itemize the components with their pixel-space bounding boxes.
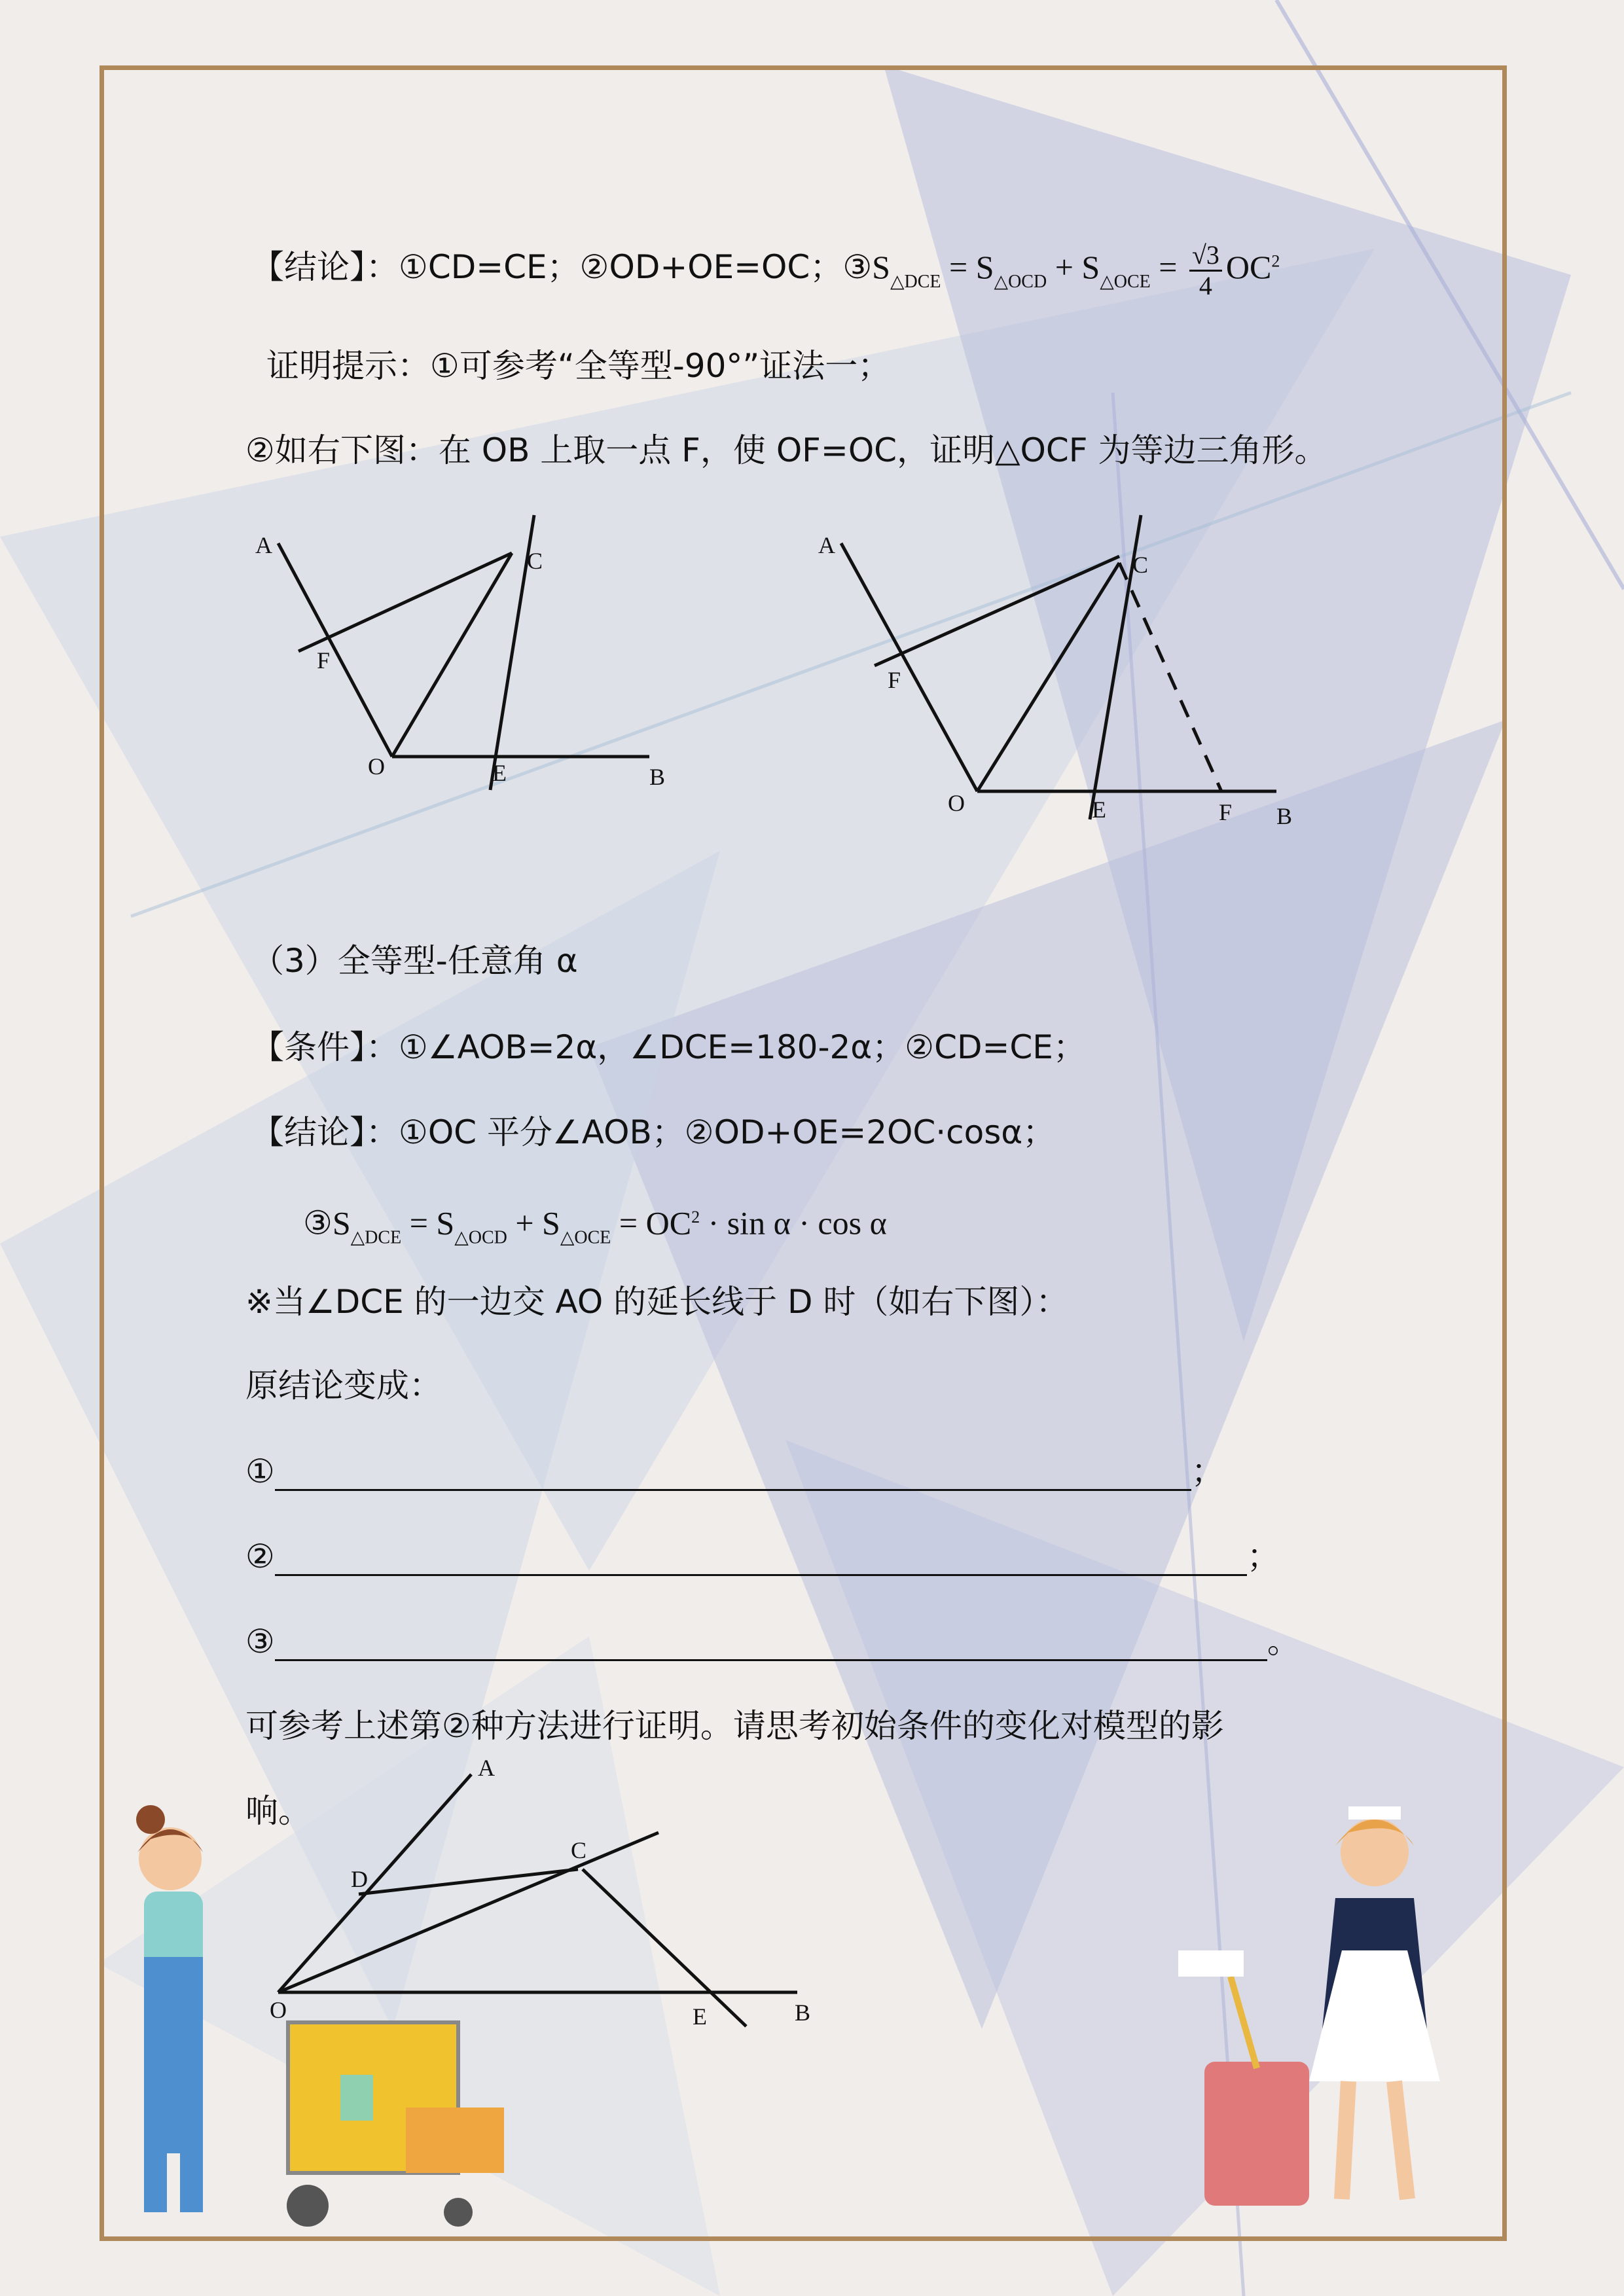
label-b: B: [795, 2000, 811, 2026]
label-e: E: [492, 760, 507, 786]
subscript: △DCE: [890, 271, 941, 292]
trig-tail: · sin α · cos α: [700, 1204, 887, 1242]
conclusion-2: ②OD+OE=OC；: [579, 247, 843, 286]
label-b: B: [649, 764, 666, 790]
plus: + S: [507, 1204, 560, 1242]
punct: ；: [1246, 1537, 1280, 1575]
figure-2: [841, 515, 1276, 819]
proof-hint-1: 证明提示：①可参考“全等型-90°”证法一；: [266, 347, 891, 385]
plus: + S: [1047, 248, 1100, 285]
label-f: F: [888, 667, 901, 693]
punct: ；: [1191, 1452, 1224, 1490]
conclusion-3: ③S: [842, 248, 890, 285]
answer-blank-2[interactable]: [275, 1545, 1247, 1576]
numerator: √3: [1189, 241, 1222, 272]
label-a: A: [478, 1755, 495, 1781]
subscript: △OCD: [454, 1227, 507, 1248]
punct: 。: [1267, 1623, 1300, 1660]
label-o: O: [270, 1997, 287, 2023]
blank-number: ①: [245, 1452, 275, 1490]
label-c: C: [527, 548, 543, 574]
label-f: F: [317, 647, 331, 673]
label-a: A: [255, 532, 272, 558]
conclusion-3: ③S: [303, 1204, 351, 1242]
conclusion-label: 【结论】：: [251, 247, 399, 286]
subscript: △OCD: [994, 271, 1047, 292]
subscript: △DCE: [350, 1227, 402, 1248]
equals: = S: [941, 248, 994, 285]
conclusion-3-line: [303, 1198, 887, 1258]
closing-line-2: 响。: [245, 1792, 311, 1830]
equals: = OC: [611, 1204, 692, 1242]
equals: = S: [401, 1204, 455, 1242]
conclusion-1: ①CD=CE；: [399, 247, 580, 286]
conclusion-line: 【结论】：①OC 平分∠AOB；②OD+OE=2OC·cosα；: [251, 1113, 1056, 1151]
section-title: （3）全等型-任意角 α: [251, 942, 578, 980]
subscript: △OCE: [1100, 271, 1151, 292]
superscript: 2: [1271, 251, 1280, 271]
answer-blank-3[interactable]: [275, 1630, 1267, 1661]
label-d: D: [351, 1866, 368, 1892]
label-c: C: [571, 1837, 587, 1863]
label-b: B: [1276, 803, 1293, 829]
equals: =: [1150, 248, 1185, 285]
denominator: 4: [1199, 271, 1212, 300]
blank-line-3: [245, 1622, 1300, 1661]
answer-blank-1[interactable]: [275, 1460, 1191, 1491]
changed-conclusion-label: 原结论变成：: [245, 1367, 442, 1405]
label-o: O: [368, 753, 385, 780]
blank-line-2: [245, 1537, 1280, 1576]
subscript: △OCE: [560, 1227, 611, 1248]
note-line: ※当∠DCE 的一边交 AO 的延长线于 D 时（如右下图）：: [245, 1283, 1069, 1321]
label-e: E: [1092, 797, 1106, 823]
label-f2: F: [1219, 799, 1233, 825]
condition-line: 【条件】：①∠AOB=2α，∠DCE=180-2α；②CD=CE；: [251, 1028, 1086, 1066]
label-c: C: [1132, 552, 1149, 578]
blank-number: ②: [245, 1537, 275, 1575]
blank-line-1: [245, 1452, 1224, 1491]
proof-hint-2: ②如右下图：在 OB 上取一点 F，使 OF=OC，证明△OCF 为等边三角形。: [245, 431, 1327, 469]
cleaner-with-cart-illustration: [92, 1793, 537, 2238]
label-e: E: [693, 2003, 707, 2030]
maid-illustration: [1165, 1780, 1479, 2238]
label-a: A: [818, 532, 835, 558]
blank-number: ③: [245, 1623, 275, 1660]
closing-line: 可参考上述第②种方法进行证明。请思考初始条件的变化对模型的影: [245, 1707, 1224, 1745]
figure-1: [278, 515, 649, 790]
superscript: 2: [691, 1208, 700, 1227]
oc: OC: [1225, 248, 1272, 285]
label-o: O: [948, 790, 965, 816]
